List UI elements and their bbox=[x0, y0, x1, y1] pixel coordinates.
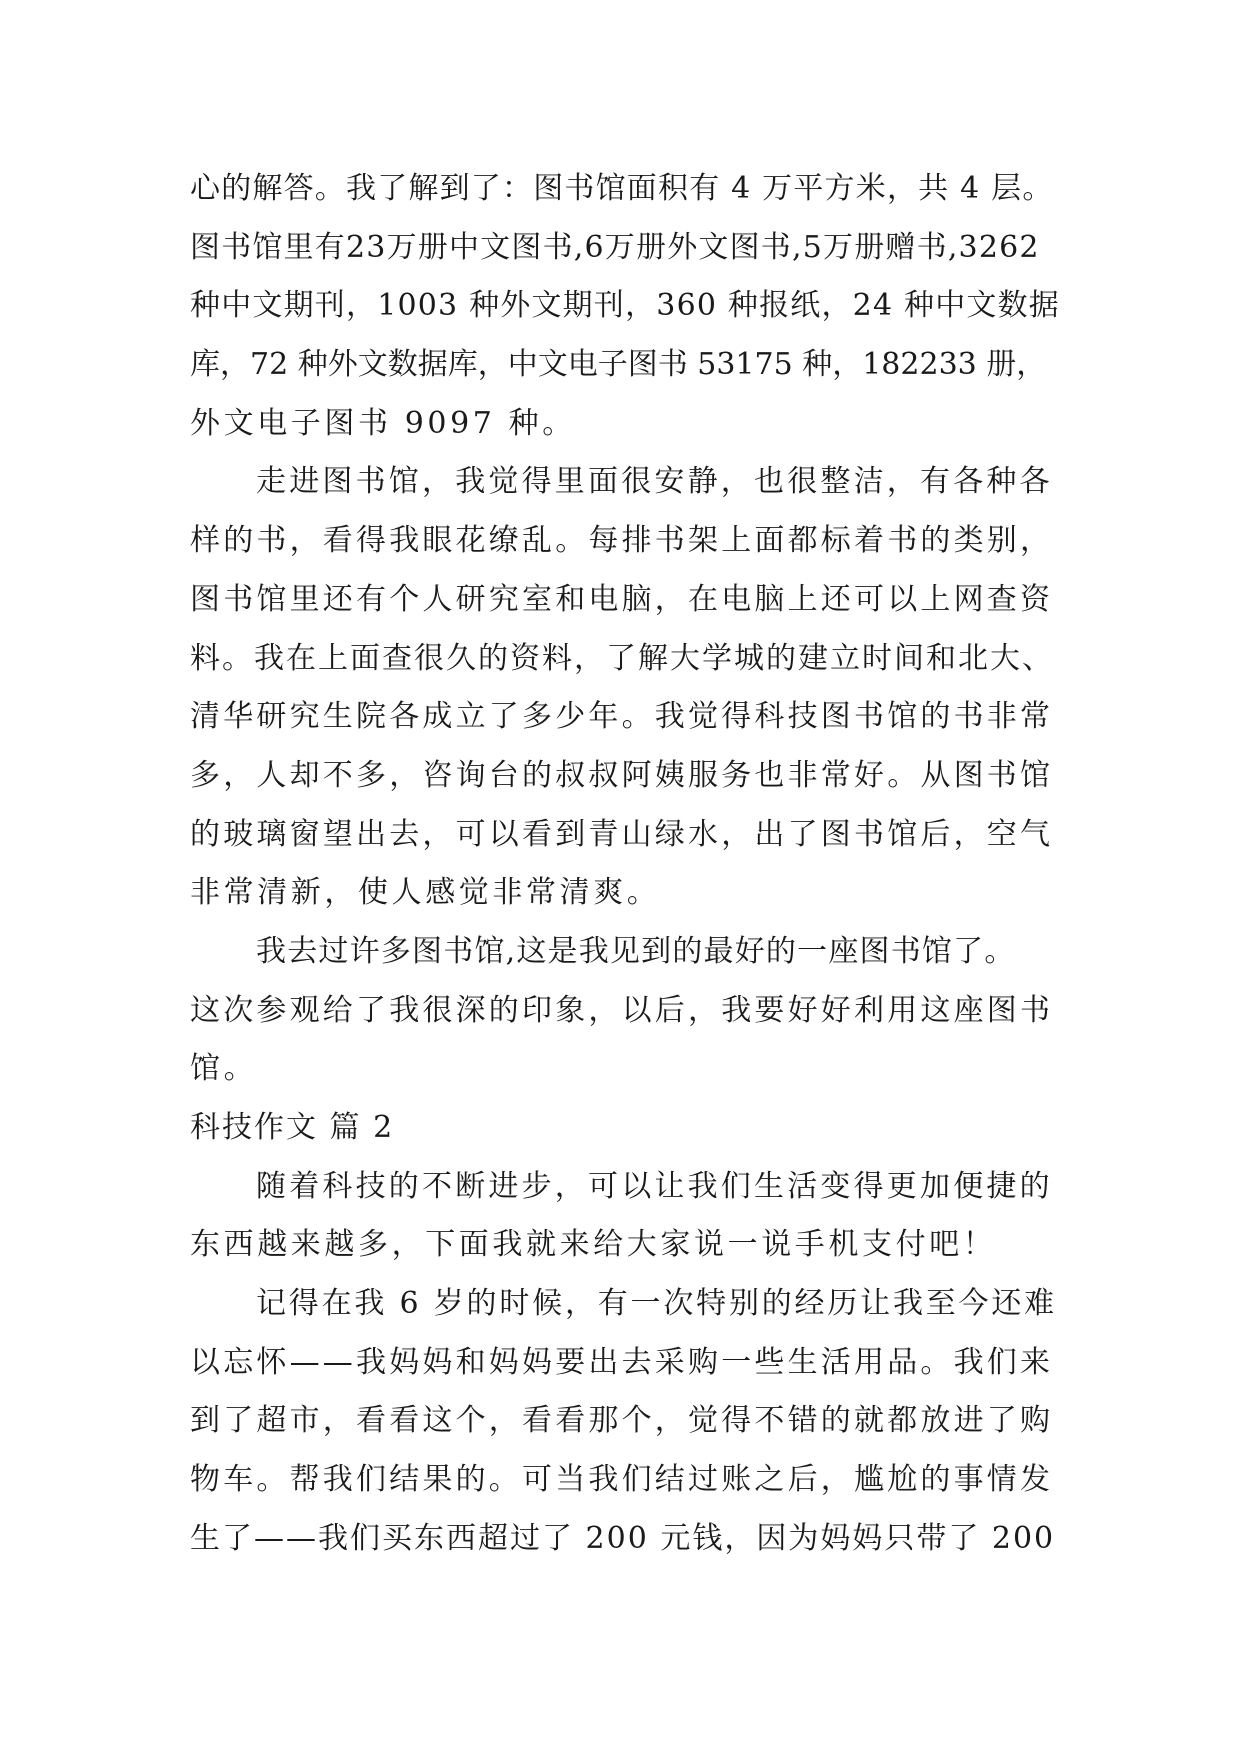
paragraph-first-line: 随着科技的不断进步，可以让我们生活变得更加便捷的 bbox=[256, 1168, 1053, 1204]
text-line: 这次参观给了我很深的印象，以后，我要好好利用这座图书 bbox=[190, 992, 1054, 1028]
text-line: 馆。 bbox=[190, 1051, 258, 1087]
text-line: 多，人却不多，咨询台的叔叔阿姨服务也非常好。从图书馆 bbox=[190, 757, 1054, 793]
text-line: 样的书，看得我眼花缭乱。每排书架上面都标着书的类别， bbox=[190, 523, 1054, 559]
text-line: 以忘怀——我妈妈和妈妈要出去采购一些生活用品。我们来 bbox=[190, 1344, 1054, 1380]
text-line: 非常清新，使人感觉非常清爽。 bbox=[190, 875, 661, 911]
document-body bbox=[190, 160, 1060, 1569]
text-line: 物车。帮我们结果的。可当我们结过账之后，尴尬的事情发 bbox=[190, 1462, 1054, 1498]
paragraph-first-line: 记得在我 6 岁的时候，有一次特别的经历让我至今还难 bbox=[256, 1286, 1057, 1322]
section-heading: 科技作文 篇 2 bbox=[190, 1110, 395, 1145]
text-line: 清华研究生院各成立了多少年。我觉得科技图书馆的书非常 bbox=[190, 699, 1054, 735]
text-line: 的玻璃窗望出去，可以看到青山绿水，出了图书馆后，空气 bbox=[190, 816, 1054, 852]
paragraph-first-line: 走进图书馆，我觉得里面很安静，也很整洁，有各种各 bbox=[256, 464, 1053, 500]
text-line: 生了——我们买东西超过了 200 元钱，因为妈妈只带了 200 bbox=[190, 1520, 1056, 1556]
text-line: 图书馆里有23万册中文图书,6万册外文图书,5万册赠书,3262 bbox=[190, 229, 1040, 265]
paragraph-first-line: 我去过许多图书馆,这是我见到的最好的一座图书馆了。 bbox=[256, 933, 1016, 969]
text-line: 库，72 种外文数据库，中文电子图书 53175 种，182233 册， bbox=[190, 347, 1047, 383]
text-line: 外文电子图书 9097 种。 bbox=[190, 405, 576, 441]
text-line: 图书馆里还有个人研究室和电脑，在电脑上还可以上网查资 bbox=[190, 581, 1054, 617]
text-line: 东西越来越多，下面我就来给大家说一说手机支付吧！ bbox=[190, 1227, 997, 1263]
text-line: 料。我在上面查很久的资料，了解大学城的建立时间和北大、 bbox=[190, 640, 1054, 676]
text-line: 种中文期刊，1003 种外文期刊，360 种报纸，24 种中文数据 bbox=[190, 288, 1060, 324]
text-line: 到了超市，看看这个，看看那个，觉得不错的就都放进了购 bbox=[190, 1403, 1054, 1439]
text-line: 心的解答。我了解到了：图书馆面积有 4 万平方米，共 4 层。 bbox=[190, 171, 1054, 206]
